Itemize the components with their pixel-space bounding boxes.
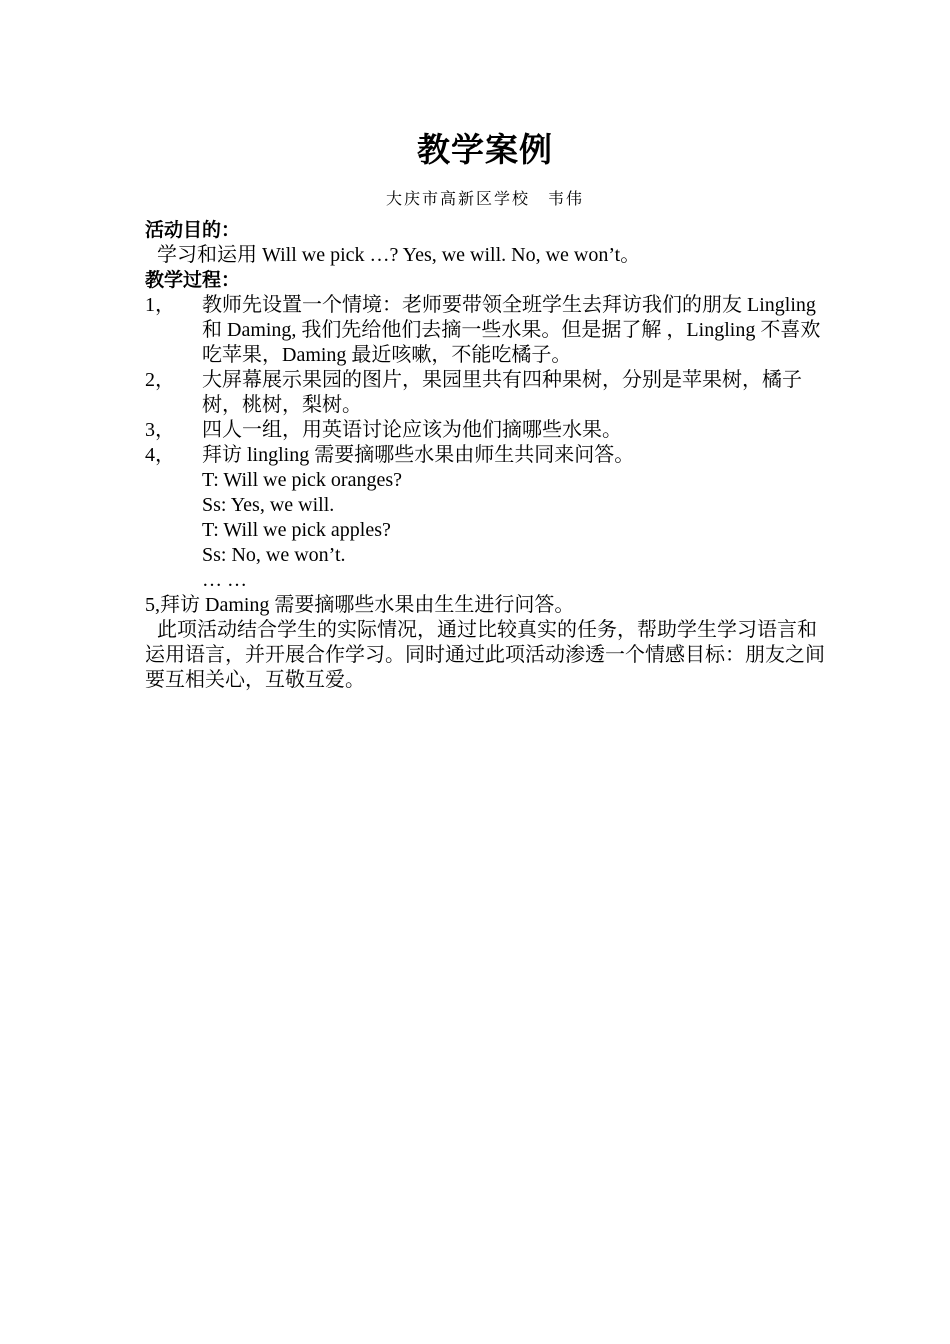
author-line: 大庆市高新区学校 韦伟 xyxy=(385,191,584,208)
dialog-line: Ss: Yes, we will. xyxy=(202,494,335,516)
item-text: 教师先设置一个情境：老师要带领全班学生去拜访我们的朋友 Lingling 和 Daming, 我们先给他们去摘一些水果。但是据了解 ，Lingling 不喜欢吃苹果，Daming 最近咳嗽，不能吃橘子。 xyxy=(202,294,821,366)
item-text: 拜访 lingling 需要摘哪些水果由师生共同来问答。 xyxy=(202,444,635,466)
item-number: 2， xyxy=(145,369,175,391)
process-item-5: 5,拜访 Daming 需要摘哪些水果由生生进行问答。 xyxy=(145,594,575,616)
document-title: 教学案例 xyxy=(417,130,553,169)
process-item-2 xyxy=(145,368,825,418)
dialog-line: … … xyxy=(202,569,247,591)
document-page xyxy=(145,126,825,693)
purpose-text: 学习和运用 Will we pick …? Yes, we will. No, we won’t。 xyxy=(157,244,641,266)
process-item-3 xyxy=(145,418,825,443)
process-heading: 教学过程： xyxy=(145,269,241,291)
process-item-4 xyxy=(145,443,825,468)
dialog-line: T: Will we pick apples? xyxy=(202,519,391,541)
dialog-line: T: Will we pick oranges? xyxy=(202,469,402,491)
item-text: 大屏幕展示果园的图片，果园里共有四种果树，分别是苹果树，橘子树，桃树，梨树。 xyxy=(202,369,802,416)
item-number: 3， xyxy=(145,419,175,441)
process-item-1 xyxy=(145,293,825,368)
item-number: 4， xyxy=(145,444,175,466)
item-text: 四人一组，用英语讨论应该为他们摘哪些水果。 xyxy=(202,419,622,441)
dialog-line: Ss: No, we won’t. xyxy=(202,544,346,566)
dialog-block xyxy=(145,468,825,593)
summary-paragraph: 此项活动结合学生的实际情况，通过比较真实的任务，帮助学生学习语言和运用语言，并开展合作学习。同时通过此项活动渗透一个情感目标：朋友之间要互相关心，互敬互爱。 xyxy=(145,619,825,691)
item-number: 1， xyxy=(145,294,175,316)
purpose-heading: 活动目的： xyxy=(145,219,241,241)
